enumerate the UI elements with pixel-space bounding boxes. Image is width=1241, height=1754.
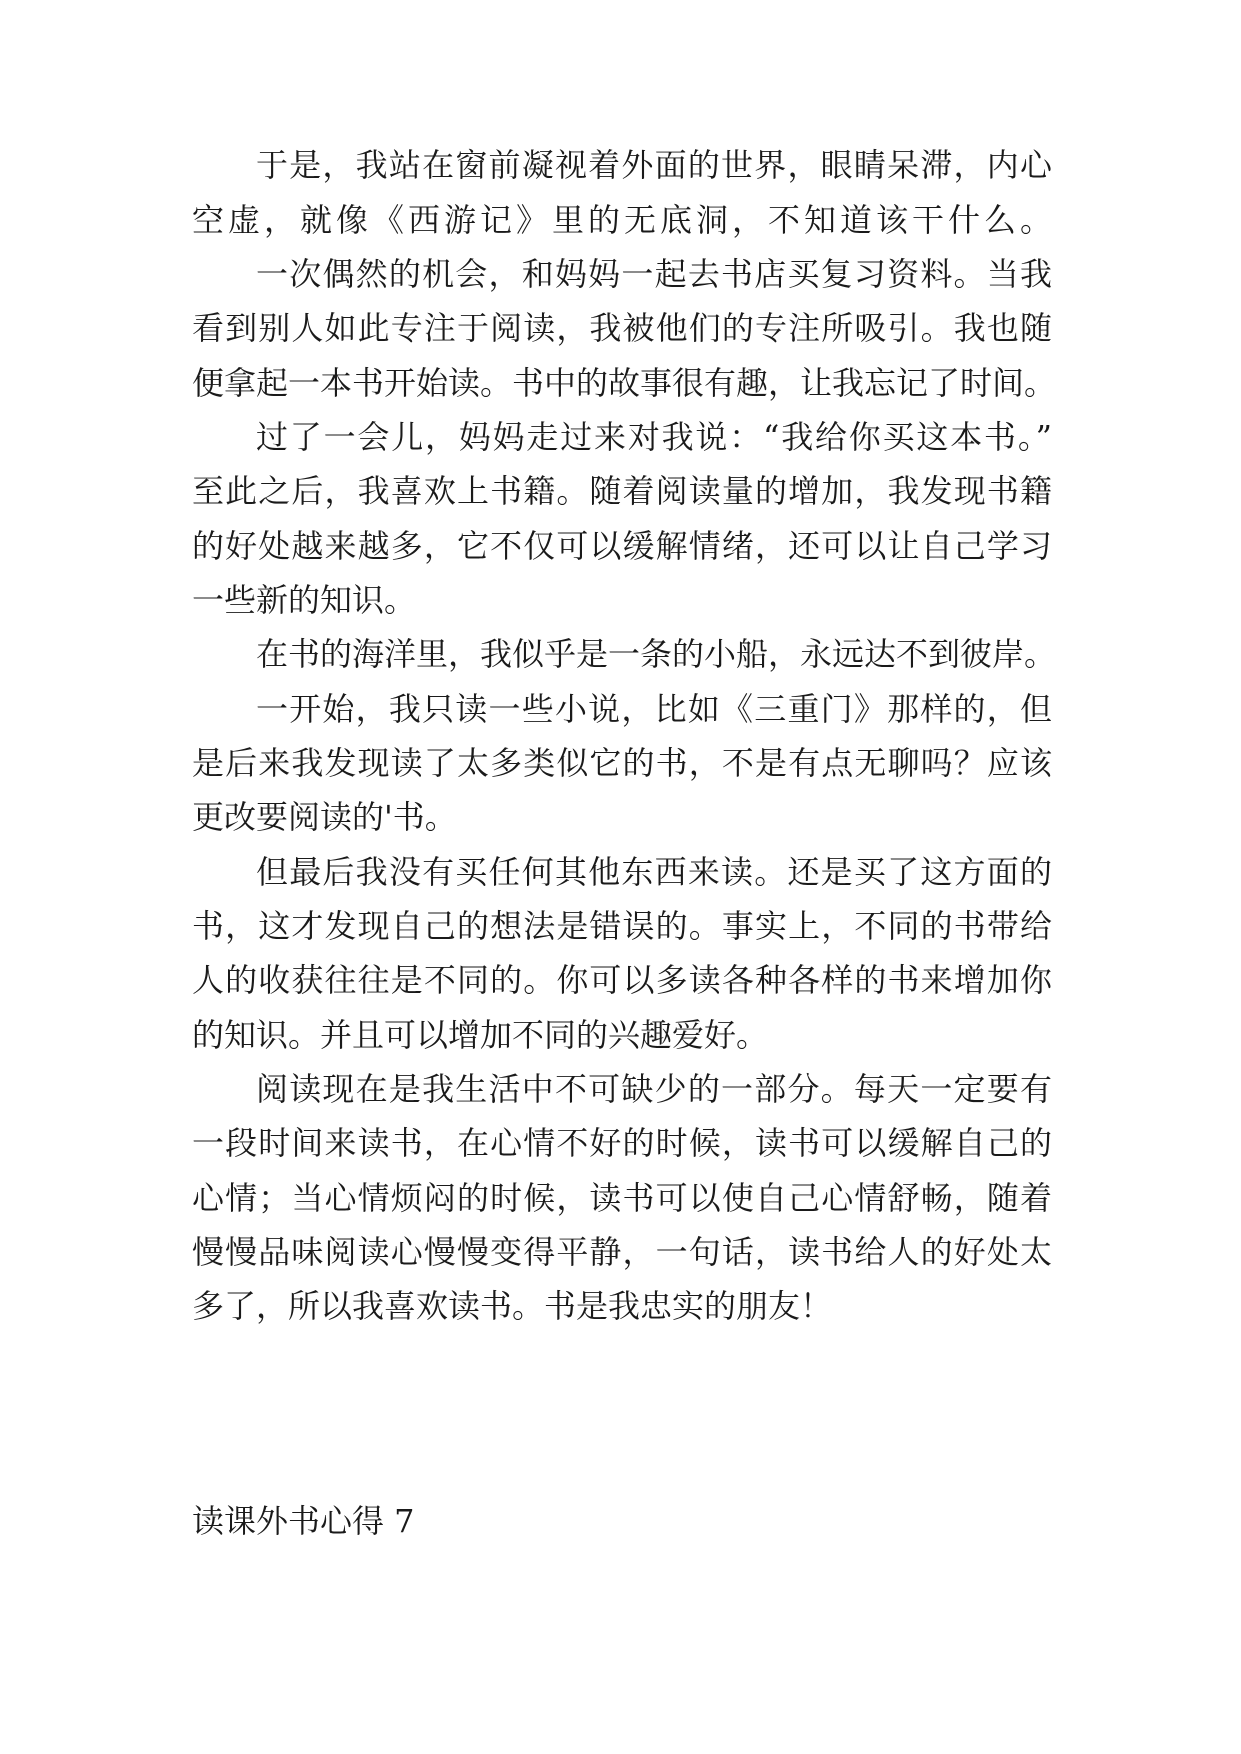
text-line: 一些新的知识。 <box>192 581 417 619</box>
text-line: 于是，我站在窗前凝视着外面的世界，眼睛呆滞，内心 <box>256 146 1052 184</box>
text-line: 看到别人如此专注于阅读，我被他们的专注所吸引。我也随 <box>192 309 1052 347</box>
text-line: 人的收获往往是不同的。你可以多读各种各样的书来增加你 <box>192 961 1052 999</box>
text-line: 的好处越来越多，它不仅可以缓解情绪，还可以让自己学习 <box>192 527 1052 565</box>
section-heading: 读课外书心得 7 <box>192 1502 415 1540</box>
text-line: 多了，所以我喜欢读书。书是我忠实的朋友！ <box>192 1287 833 1325</box>
text-line: 是后来我发现读了太多类似它的书，不是有点无聊吗？应该 <box>192 744 1052 782</box>
text-line: 一次偶然的机会，和妈妈一起去书店买复习资料。当我 <box>256 255 1052 293</box>
text-line: 一开始，我只读一些小说，比如《三重门》那样的，但 <box>256 690 1052 728</box>
text-line: 过了一会儿，妈妈走过来对我说：“我给你买这本书。” <box>256 418 1052 456</box>
text-line: 阅读现在是我生活中不可缺少的一部分。每天一定要有 <box>256 1070 1052 1108</box>
text-line: 一段时间来读书，在心情不好的时候，读书可以缓解自己的 <box>192 1124 1052 1162</box>
text-line: 心情；当心情烦闷的时候，读书可以使自己心情舒畅，随着 <box>192 1179 1052 1217</box>
text-line: 便拿起一本书开始读。书中的故事很有趣，让我忘记了时间。 <box>192 364 1057 402</box>
text-line: 书，这才发现自己的想法是错误的。事实上，不同的书带给 <box>192 907 1052 945</box>
text-line: 空虚，就像《西游记》里的无底洞，不知道该干什么。 <box>192 201 1052 239</box>
text-line: 更改要阅读的'书。 <box>192 798 457 836</box>
text-line: 在书的海洋里，我似乎是一条的小船，永远达不到彼岸。 <box>256 635 1057 673</box>
text-line: 但最后我没有买任何其他东西来读。还是买了这方面的 <box>256 853 1052 891</box>
text-line: 的知识。并且可以增加不同的兴趣爱好。 <box>192 1016 769 1054</box>
text-line: 慢慢品味阅读心慢慢变得平静，一句话，读书给人的好处太 <box>192 1233 1052 1271</box>
text-line: 至此之后，我喜欢上书籍。随着阅读量的增加，我发现书籍 <box>192 472 1052 510</box>
